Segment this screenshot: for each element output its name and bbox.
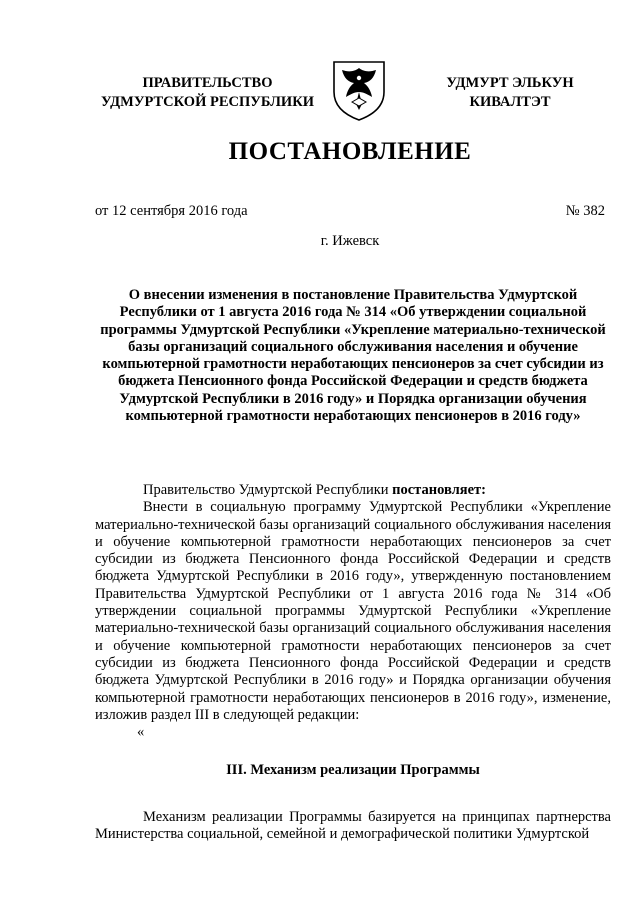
document-number: № 382 <box>565 203 605 219</box>
opening-quote: « <box>137 724 145 741</box>
document-date: от 12 сентября 2016 года <box>95 203 248 219</box>
issuer-line: ПРАВИТЕЛЬСТВО <box>142 75 273 91</box>
intro-paragraph <box>95 482 611 499</box>
issuer-line: УДМУРТСКОЙ РЕСПУБЛИКИ <box>100 94 314 110</box>
udmurt-coat-of-arms-icon <box>330 58 388 122</box>
body-paragraph-2: Механизм реализации Программы базируется на принципах партнерства Министерства социальной, семейной и демографической политики Удмуртской <box>95 809 611 843</box>
section-heading: III. Механизм реализации Программы <box>226 762 480 778</box>
issuer-line: КИВАЛТЭТ <box>469 94 551 110</box>
body-paragraph-1: Внести в социальную программу Удмуртской Республики «Укрепление материально-технической базы организаций социального обслуживания населения и обучение компьютерной грамотности неработающих пенсионеров за счет субсидии из бюджета Пенсионного фонда Российской Федерации и средств бюджета Удмуртской Республики в 2016 году», утвержденную постановлением Правительства Удмуртской Республики от 1 августа 2016 года № 314 «Об утверждении социальной программы Удмуртской Республики «Укрепление материально-технической базы организаций социального обслуживания населения и обучение компьютерной грамотности неработающих пенсионеров за счет субсидии из бюджета Пенсионного фонда Российской Федерации и средств бюджета Удмуртской Республики в 2016 году» и Порядка организации обучения компьютерной грамотности неработающих пенсионеров в 2016 году», изменение, изложив раздел III в следующей редакции: <box>95 499 611 723</box>
document-city: г. Ижевск <box>320 233 380 249</box>
issuer-name-udmurt <box>425 74 595 112</box>
document-title: О внесении изменения в постановление Правительства Удмуртской Республики от 1 августа 2016 года № 314 «Об утверждении социальной программы Удмуртской Республики «Укрепление материально-технической базы организаций социального обслуживания населения и обучение компьютерной грамотности неработающих пенсионеров за счет субсидии из бюджета Пенсионного фонда Российской Федерации и средств бюджета Удмуртской Республики в 2016 году» и Порядка организации обучения компьютерной грамотности неработающих пенсионеров в 2016 году» <box>100 287 606 425</box>
intro-text: Правительство Удмуртской Республики <box>143 482 393 498</box>
issuer-name-russian <box>80 74 335 112</box>
document-body <box>95 482 611 741</box>
issuer-line: УДМУРТ ЭЛЬКУН <box>446 75 574 91</box>
document-type-heading: ПОСТАНОВЛЕНИЕ <box>228 138 472 165</box>
intro-verb: постановляет: <box>392 482 486 498</box>
